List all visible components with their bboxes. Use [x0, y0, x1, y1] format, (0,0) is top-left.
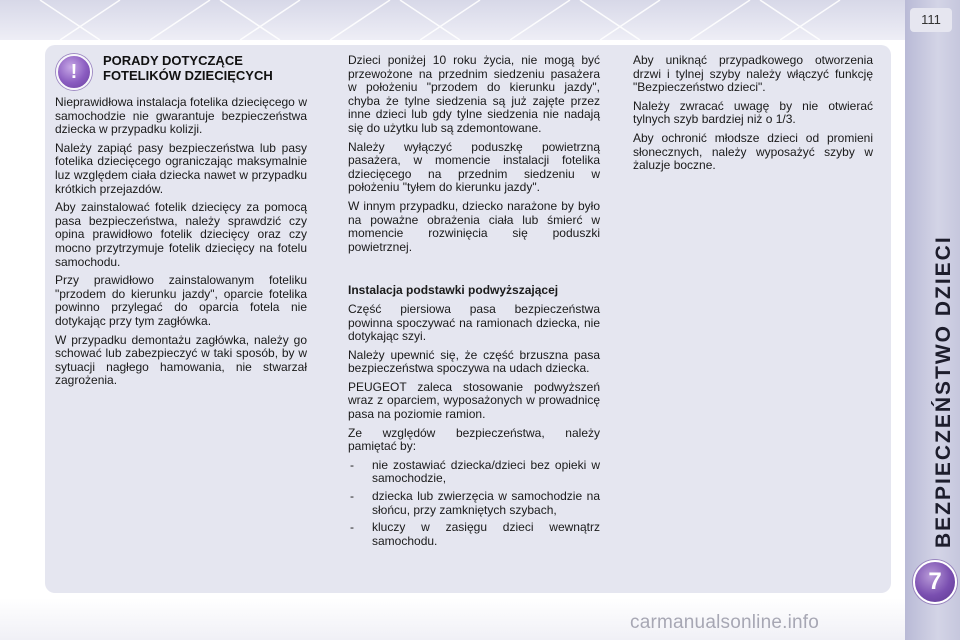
paragraph: W przypadku demontażu zagłówka, należy go schować lub zabezpieczyć w taki sposób, by w sytuacji nagłego hamowania, nie stwarzał zagrożenia.	[55, 332, 307, 388]
header-line-pattern	[0, 0, 905, 40]
safety-list	[348, 459, 600, 549]
chapter-number-icon: 7	[913, 560, 957, 604]
list-item: - kluczy w zasięgu dzieci wewnątrz samochodu.	[348, 521, 600, 548]
paragraph: Aby zainstalować fotelik dziecięcy za pomocą pasa bezpieczeństwa, należy sprawdzić czy opina prawidłowo fotelik dziecięcy oraz czy mocno przytrzymuje fotelik dziecięcy na fotelu samochodu.	[55, 200, 307, 269]
chapter-title: BEZPIECZEŃSTWO DZIECI	[932, 235, 955, 548]
page-number: 111	[910, 8, 952, 32]
warning-icon: !	[56, 54, 92, 90]
paragraph: Aby uniknąć przypadkowego otworzenia drzwi i tylnej szyby należy włączyć funkcję "Bezpieczeństwo dzieci".	[633, 53, 873, 95]
paragraph: Należy upewnić się, że część brzuszna pasa bezpieczeństwa spoczywa na udach dziecka.	[348, 347, 600, 376]
paragraph: Należy wyłączyć poduszkę powietrzną pasażera, w momencie instalacji fotelika dziecięcego na przednim siedzeniu w położeniu "tyłem do kierunku jazdy".	[348, 139, 600, 195]
watermark: carmanualsonline.info	[630, 612, 820, 633]
paragraph: Ze względów bezpieczeństwa, należy pamiętać by:	[348, 425, 600, 454]
section-heading: PORADY DOTYCZĄCE FOTELIKÓW DZIECIĘCYCH	[103, 53, 273, 83]
paragraph: Dzieci poniżej 10 roku życia, nie mogą być przewożone na przednim siedzeniu pasażera w położeniu "przodem do kierunku jazdy", chyba że tylne siedzenia są już zajęte przez inne dzieci lub gdy tylne siedzenia nie nadają się do użytku lub są zdemontowane.	[348, 53, 600, 135]
paragraph: PEUGEOT zaleca stosowanie podwyższeń wraz z oparciem, wyposażonych w prowadnicę pasa na poziomie ramion.	[348, 379, 600, 422]
paragraph: Część piersiowa pasa bezpieczeństwa powinna spoczywać na ramionach dziecka, nie dotykając szyi.	[348, 301, 600, 344]
list-item: - dziecka lub zwierzęcia w samochodzie na słońcu, przy zamkniętych szybach,	[348, 490, 600, 517]
column-middle	[348, 54, 600, 552]
paragraph: Nieprawidłowa instalacja fotelika dziecięcego w samochodzie nie gwarantuje bezpieczeństwa dziecka w przypadku kolizji.	[55, 95, 307, 137]
header-decoration	[0, 0, 905, 40]
paragraph: Przy prawidłowo zainstalowanym foteliku "przodem do kierunku jazdy", oparcie fotelika powinno przylegać do oparcia fotela nie dotykając przy tym zagłówka.	[55, 273, 307, 328]
column-right	[633, 54, 873, 178]
paragraph: Należy zwracać uwagę by nie otwierać tylnych szyb bardziej niż o 1/3.	[633, 98, 873, 127]
paragraph: Aby ochronić młodsze dzieci od promieni słonecznych, należy wyposażyć szyby w żaluzje boczne.	[633, 130, 873, 173]
column-left	[55, 96, 307, 393]
paragraph: Należy zapiąć pasy bezpieczeństwa lub pasy fotelika dziecięcego ograniczając maksymalnie luz względem ciała dziecka nawet w przypadku krótkich przejazdów.	[55, 140, 307, 196]
subheading: Instalacja podstawki podwyższającej	[348, 283, 559, 298]
paragraph: W innym przypadku, dziecko narażone by było na poważne obrażenia ciała lub śmierć w momencie rozwinięcia się poduszki powietrznej.	[348, 198, 600, 254]
list-item: - nie zostawiać dziecka/dzieci bez opieki w samochodzie,	[348, 459, 600, 486]
